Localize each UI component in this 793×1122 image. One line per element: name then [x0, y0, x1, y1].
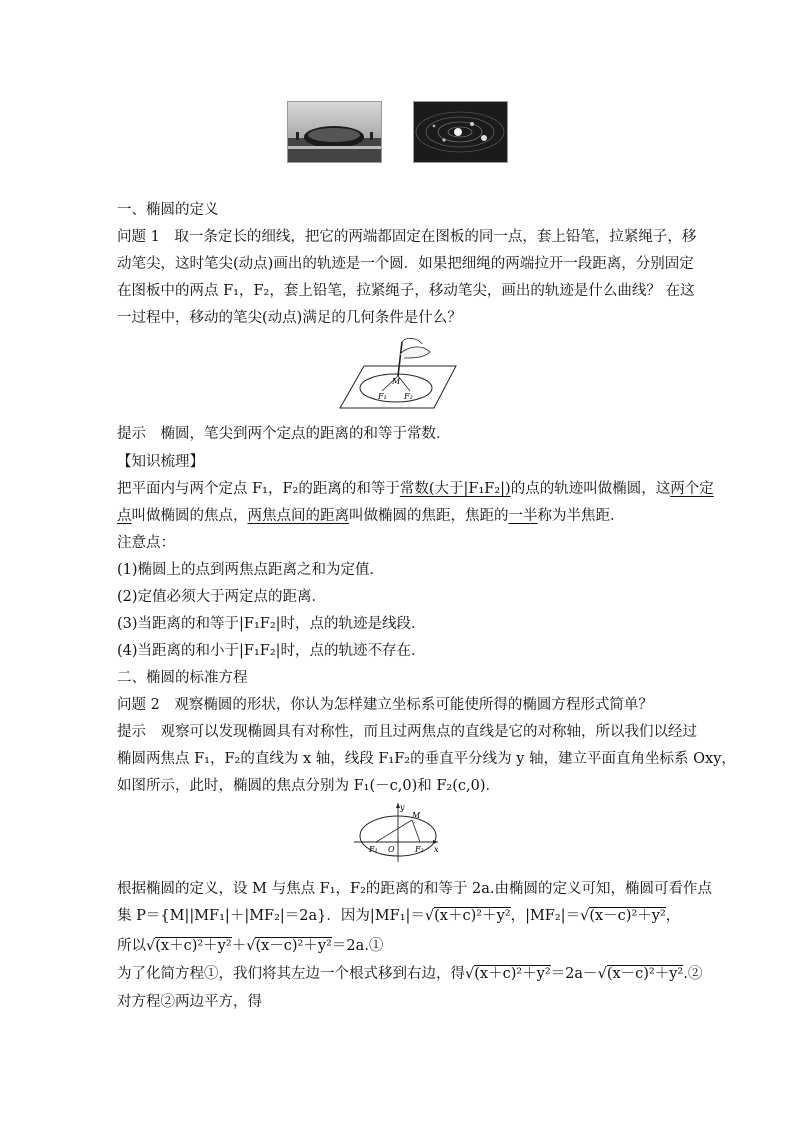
diagram2-label-y: y: [400, 803, 405, 812]
diagram1-label-f2: F₂: [404, 392, 413, 401]
diagram1-label-f1: F₁: [378, 392, 387, 401]
definition-blank-constant: 常数(大于|F₁F₂|): [399, 481, 511, 497]
equation-text: ，: [665, 908, 681, 924]
knowledge-summary-title: 【知识梳理】: [117, 454, 204, 470]
hint-2-line-2: 椭圆两焦点 F₁，F₂的直线为 x 轴，线段 F₁F₂的垂直平分线为 y 轴，建立平面直角坐标系 Oxy，: [117, 751, 736, 767]
section-heading-standard-equation: 二、椭圆的标准方程: [117, 670, 248, 686]
radicand: (x－c)²＋y²: [255, 938, 332, 954]
radicand: (x＋c)²＋y²: [434, 908, 511, 924]
radical-sign: √: [424, 908, 435, 924]
hint-1: 提示 椭圆，笔尖到两个定点的距离的和等于常数．: [117, 426, 451, 442]
diagram2-label-f1: F₁: [369, 845, 378, 854]
question-1-line-3: 在图板中的两点 F₁，F₂，套上铅笔，拉紧绳子，移动笔尖，画出的轨迹是什么曲线？ 在这: [117, 283, 695, 299]
radical-sign: √: [597, 966, 607, 982]
equation-text: ＋: [231, 938, 247, 954]
diagram2-label-x: x: [434, 845, 439, 854]
notes-title: 注意点：: [117, 535, 175, 551]
note-4: (4)当距离的和小于|F₁F₂|时，点的轨迹不存在．: [117, 643, 426, 659]
ellipse-drawing-diagram: [338, 336, 458, 412]
radical-sign: √: [146, 938, 156, 954]
equation-text: ＝2a－: [550, 966, 598, 982]
section-heading-definition: 一、椭圆的定义: [117, 202, 219, 218]
equation-text: 集 P＝{M||MF₁|＋|MF₂|＝2a}．因为|MF₁|＝: [117, 908, 425, 924]
radical-sign: √: [246, 938, 256, 954]
definition-text: 称为半焦距．: [537, 508, 625, 524]
solar-system-orbits-photo: [413, 101, 508, 163]
paragraph-line-4: [117, 964, 702, 984]
question-1-line-4: 一过程中，移动的笔尖(动点)满足的几何条件是什么？: [117, 310, 462, 326]
definition-text: 叫做椭圆的焦距，焦距的: [349, 508, 509, 524]
equation-text: ＝2a.①: [331, 938, 384, 954]
diagram1-label-m: M: [392, 377, 401, 386]
radicand: (x－c)²＋y²: [606, 966, 684, 982]
definition-blank-focal-distance: 两焦点间的距离: [247, 508, 349, 524]
elliptical-building-photo: [287, 101, 382, 163]
definition-text: 叫做椭圆的焦点，: [131, 508, 248, 524]
diagram2-label-m: M: [412, 811, 421, 820]
diagram2-label-f2: F₂: [415, 845, 424, 854]
equation-text: ，|MF₂|＝: [510, 908, 581, 924]
radicand: (x＋c)²＋y²: [474, 966, 551, 982]
note-3: (3)当距离的和等于|F₁F₂|时，点的轨迹是线段．: [117, 616, 426, 632]
definition-blank-point: 点: [117, 508, 132, 524]
definition-line-2: [117, 506, 625, 526]
paragraph-line-2: [117, 906, 680, 926]
definition-blank-half: 一半: [508, 508, 538, 524]
paragraph-line-1: 根据椭圆的定义，设 M 与焦点 F₁，F₂的距离的和等于 2a.由椭圆的定义可知，椭圆可看作点: [117, 881, 713, 897]
question-1-line-2: 动笔尖，这时笔尖(动点)画出的轨迹是一个圆．如果把细绳的两端拉开一段距离，分别固定: [117, 256, 694, 272]
definition-text: 的点的轨迹叫做椭圆，这: [510, 481, 671, 497]
hint-2-line-1: 提示 观察可以发现椭圆具有对称性，而且过两焦点的直线是它的对称轴，所以我们以经过: [117, 724, 697, 740]
equation-text: 所以: [117, 938, 146, 954]
paragraph-line-5: 对方程②两边平方，得: [117, 994, 262, 1010]
hint-2-line-3: 如图所示，此时，椭圆的焦点分别为 F₁(－c,0)和 F₂(c,0)．: [117, 778, 501, 794]
note-1: (1)椭圆上的点到两焦点距离之和为定值．: [117, 562, 385, 578]
definition-text: 把平面内与两个定点 F₁，F₂的距离的和等于: [117, 481, 400, 497]
radicand: (x＋c)²＋y²: [155, 938, 232, 954]
question-2: 问题 2 观察椭圆的形状，你认为怎样建立坐标系可能使所得的椭圆方程形式简单？: [117, 697, 653, 713]
equation-text: .②: [683, 966, 703, 982]
note-2: (2)定值必须大于两定点的距离．: [117, 589, 327, 605]
radicand: (x－c)²＋y²: [589, 908, 666, 924]
diagram2-label-o: O: [388, 845, 395, 854]
definition-line-1: [117, 479, 714, 499]
equation-text: 为了化简方程①，我们将其左边一个根式移到右边，得: [117, 966, 465, 982]
question-1-line-1: 问题 1 取一条定长的细线，把它的两端都固定在图板的同一点，套上铅笔，拉紧绳子，移: [117, 229, 697, 245]
radical-sign: √: [465, 966, 475, 982]
paragraph-line-3: [117, 936, 383, 956]
ellipse-coordinate-diagram: [352, 800, 444, 864]
radical-sign: √: [580, 908, 590, 924]
definition-blank-two-fixed-points: 两个定: [670, 481, 714, 497]
